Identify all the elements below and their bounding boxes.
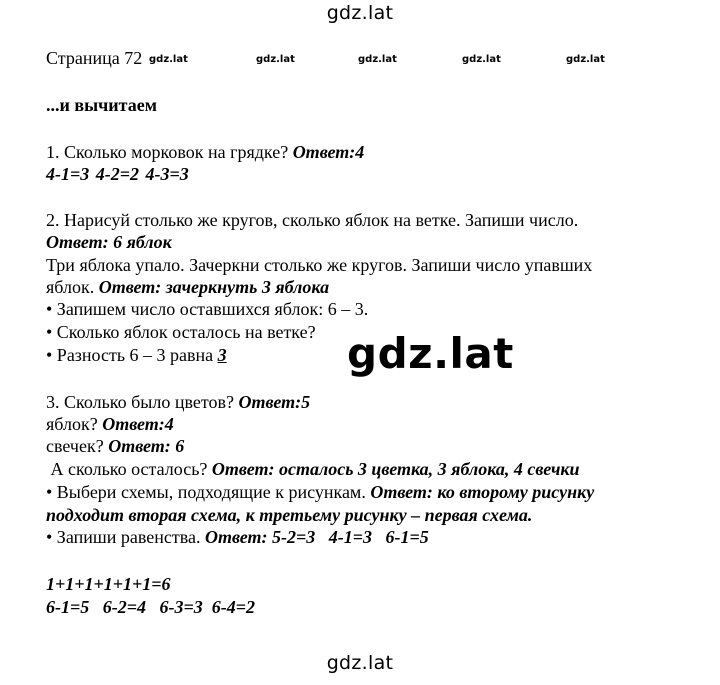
task2-line4-answer: Ответ: зачеркнуть 3 яблока xyxy=(98,277,330,297)
task1-answer: Ответ:4 xyxy=(292,142,365,162)
task2-bullet3-text: • Разность 6 – 3 равна xyxy=(46,345,218,365)
section-title: ...и вычитаем xyxy=(46,95,157,115)
task3-q1-answer: Ответ:5 xyxy=(238,392,311,412)
watermark-bottom: gdz.lat xyxy=(326,652,394,674)
task3-q3 xyxy=(46,435,184,457)
task2-line3: Три яблока упало. Зачеркни столько же кругов. Запиши число упавших xyxy=(46,255,593,275)
task3-q5-answer-b: подходит вторая схема, к третьему рисунку – первая схема. xyxy=(46,505,533,525)
task2-line4 xyxy=(46,276,329,298)
watermark-small: gdz.lat xyxy=(566,54,605,65)
task3-q3-text: свечек? xyxy=(46,436,109,456)
watermark-small: gdz.lat xyxy=(256,54,295,65)
task1-question: 1. Сколько морковок на грядке? xyxy=(46,142,293,162)
sum-equation: 1+1+1+1+1+1=6 xyxy=(46,574,171,594)
task2-bullet3 xyxy=(46,344,227,366)
sub-equations: 6-1=5 6-2=4 6-3=3 6-4=2 xyxy=(46,597,256,617)
task3-q3-answer: Ответ: 6 xyxy=(108,436,185,456)
task3-q6 xyxy=(46,526,429,548)
task2-bullet1: • Запишем число оставшихся яблок: 6 – 3. xyxy=(46,299,369,319)
task1-equations: 4-1=3 4-2=2 4-3=3 xyxy=(46,164,189,184)
task2-bullet3-answer: 3 xyxy=(217,345,227,365)
watermark-center: gdz.lat xyxy=(343,330,518,378)
task3-q6-text: • Запиши равенства. xyxy=(46,527,205,547)
task3-q4-answer: Ответ: осталось 3 цветка, 3 яблока, 4 свечки xyxy=(211,459,580,479)
watermark-small: gdz.lat xyxy=(462,54,501,65)
task3-q4 xyxy=(46,458,580,480)
task3-q1 xyxy=(46,391,310,413)
task3-q1-text: 3. Сколько было цветов? xyxy=(46,392,239,412)
watermark-small: gdz.lat xyxy=(149,54,188,65)
task2-line4-text: яблок. xyxy=(46,277,99,297)
task3-q6-answer: Ответ: 5-2=3 4-1=3 6-1=5 xyxy=(204,527,429,547)
task3-q5-text: • Выбери схемы, подходящие к рисункам. xyxy=(46,482,371,502)
task3-q5-answer-a: Ответ: ко второму рисунку xyxy=(370,482,595,502)
task3-q2-text: яблок? xyxy=(46,414,103,434)
task1-question-line xyxy=(46,141,364,163)
task2-bullet2: • Сколько яблок осталось на ветке? xyxy=(46,322,316,342)
page-label: Страница 72 xyxy=(46,48,143,68)
watermark-small: gdz.lat xyxy=(358,54,397,65)
task3-q4-text: А сколько осталось? xyxy=(46,459,212,479)
task3-q2 xyxy=(46,413,174,435)
task2-answer: Ответ: 6 яблок xyxy=(46,232,172,252)
watermark-top: gdz.lat xyxy=(326,2,394,24)
task3-q2-answer: Ответ:4 xyxy=(102,414,174,434)
task2-question: 2. Нарисуй столько же кругов, сколько яблок на ветке. Запиши число. xyxy=(46,210,579,230)
task3-q5 xyxy=(46,481,594,503)
